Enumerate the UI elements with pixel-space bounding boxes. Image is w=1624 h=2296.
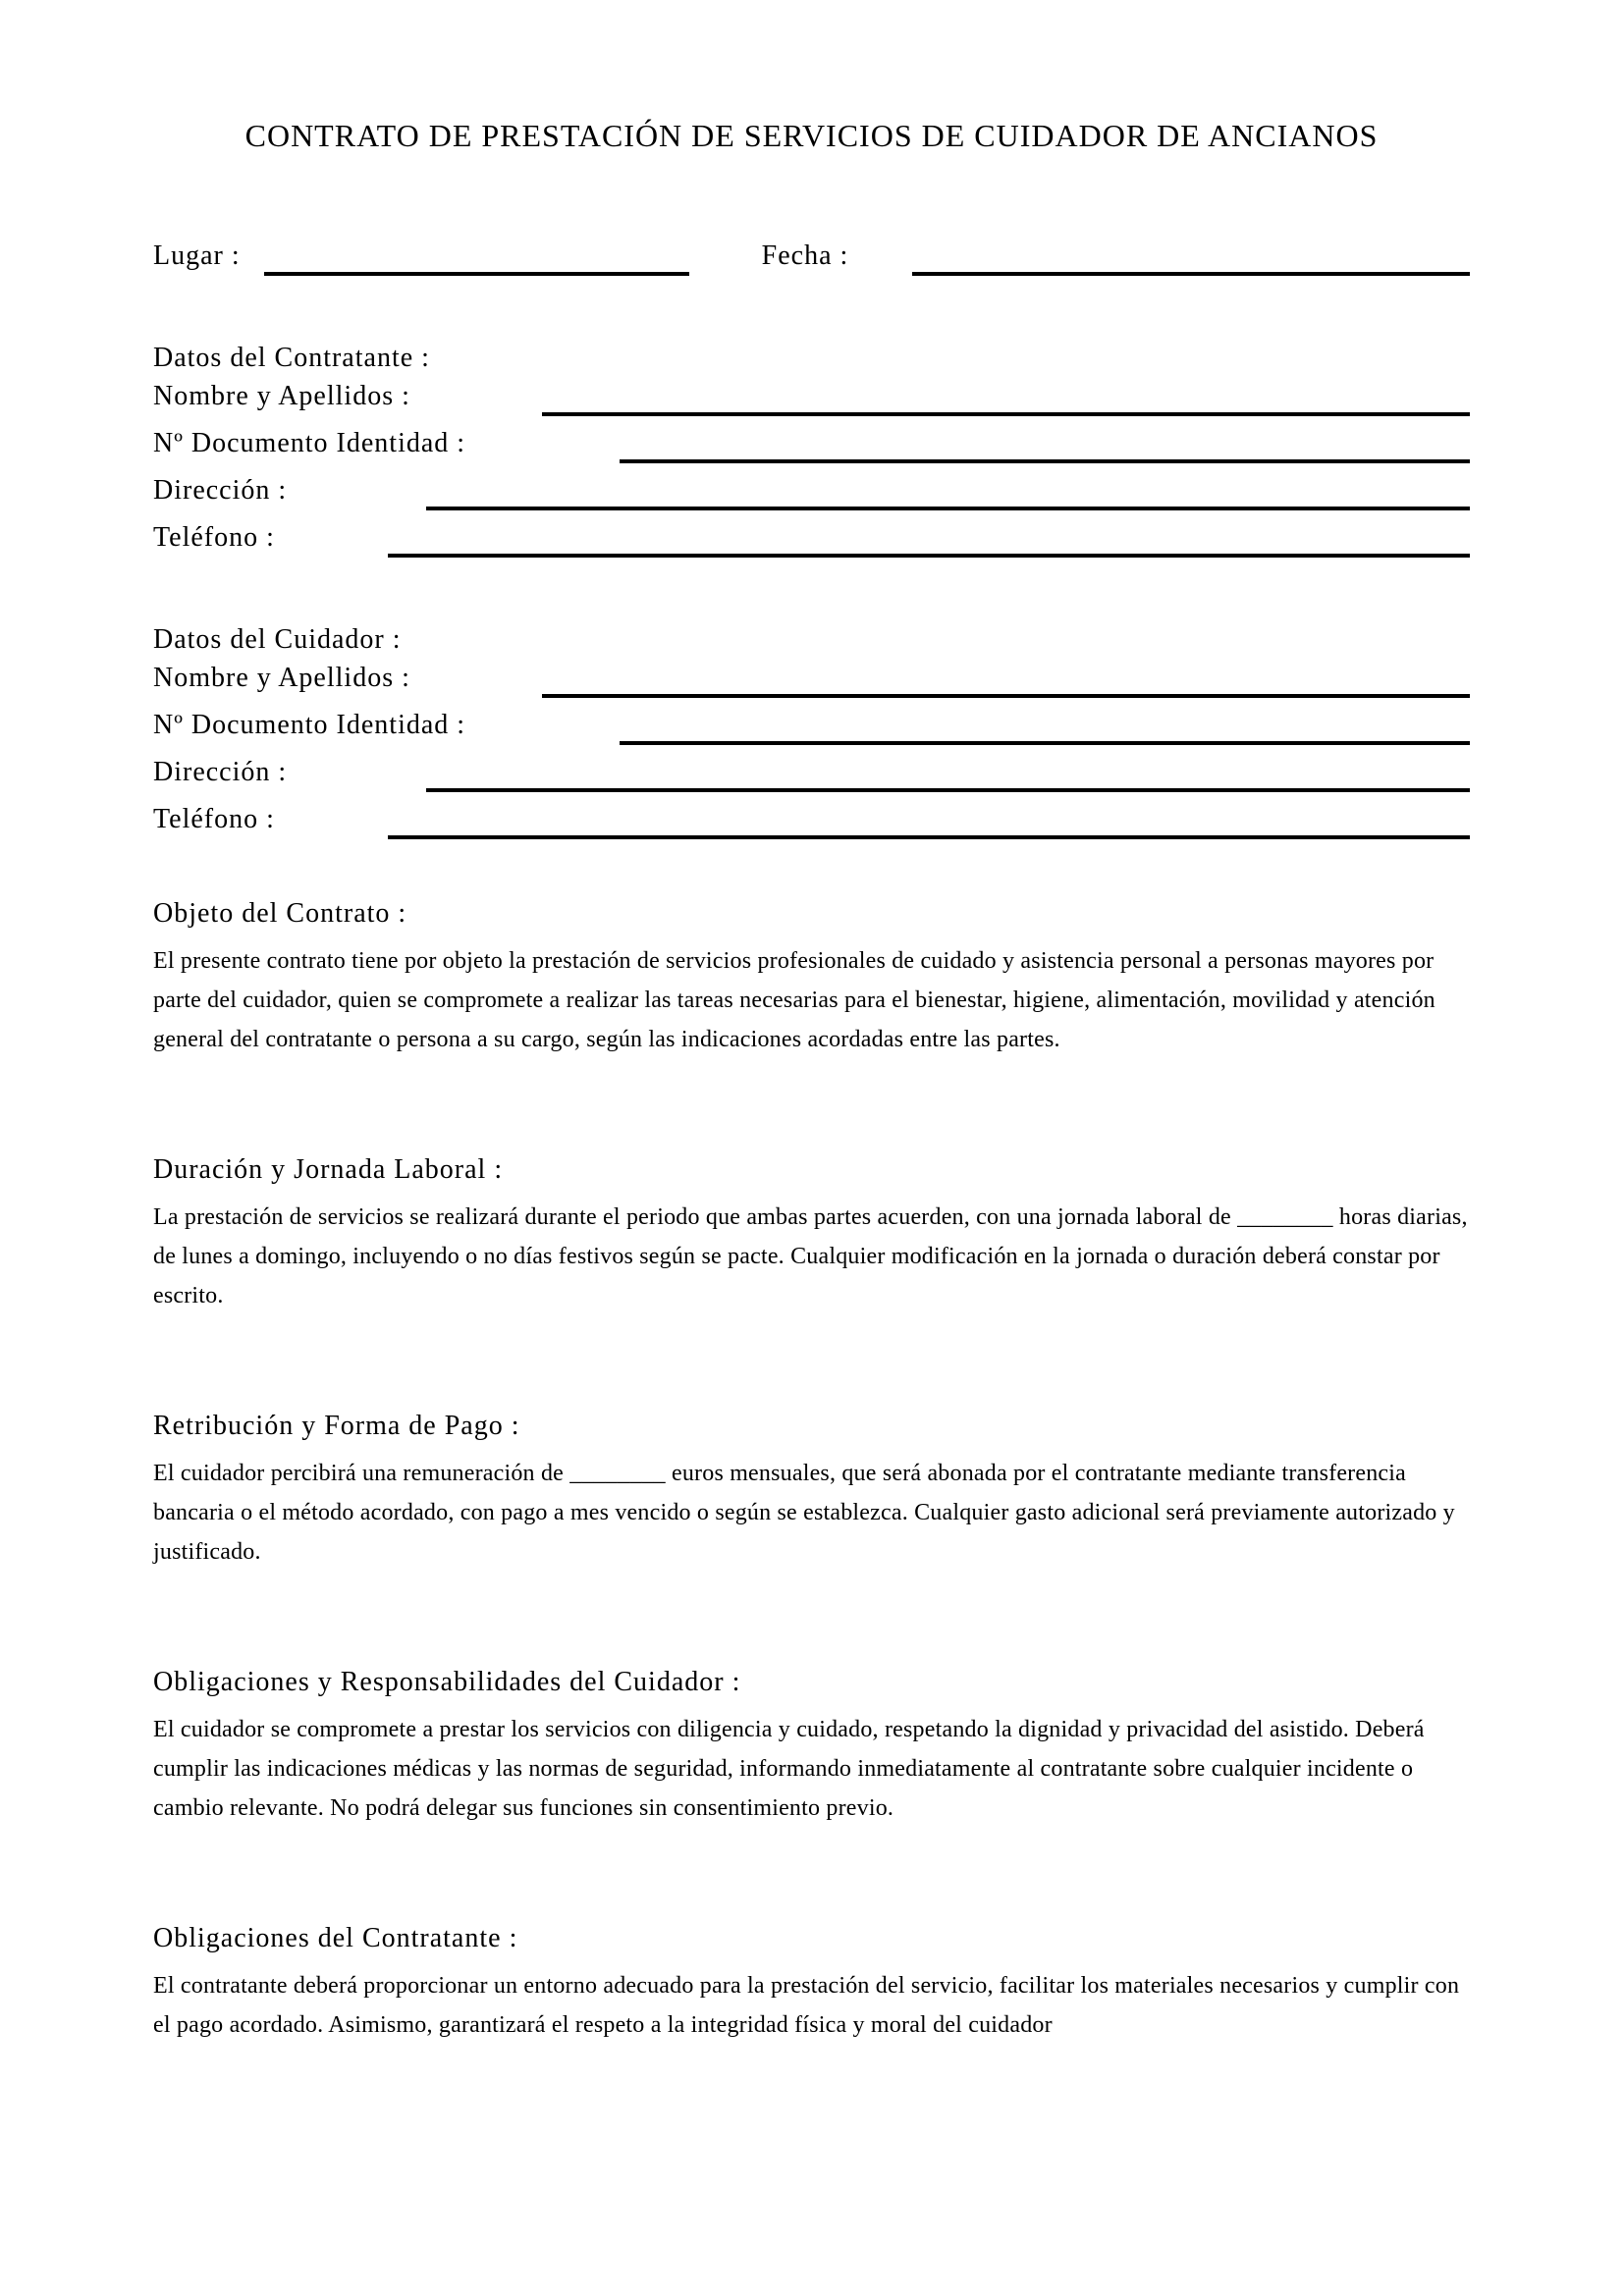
cuidador-documento-label: Nº Documento Identidad : [153,710,466,740]
contratante-heading: Datos del Contratante : [153,343,430,373]
obligaciones-contratante-section [153,1921,1470,2045]
obligaciones-contratante-paragraph: El contratante deberá proporcionar un entorno adecuado para la prestación del servicio, facilitar los materiales necesarios y cumplir con el pago acordado. Asimismo, garantizará el respeto a la integridad física y moral del cuidador [153,1973,1460,2038]
lugar-label: Lugar : [153,240,241,271]
cuidador-telefono-label: Teléfono : [153,804,275,834]
fecha-fill-line[interactable] [912,239,1470,276]
lugar-fill-line[interactable] [264,239,689,276]
contratante-documento-row [153,426,1470,473]
cuidador-telefono-row [153,802,1470,849]
contratante-direccion-label: Dirección : [153,475,288,506]
lugar-fecha-row [153,239,1470,276]
obligaciones-cuidador-heading: Obligaciones y Responsabilidades del Cuidador : [153,1667,741,1697]
contratante-nombre-fill-line[interactable] [542,379,1470,416]
document-title: CONTRATO DE PRESTACIÓN DE SERVICIOS DE CUIDADOR DE ANCIANOS [244,118,1379,153]
retribucion-paragraph: El cuidador percibirá una remuneración de ________ euros mensuales, que será abonada por el contratante mediante transferencia bancaria o el método acordado, con pago a mes vencido o según se establezca. Cualquier gasto adicional será previamente autorizado y justificado. [153,1461,1455,1565]
obligaciones-cuidador-section [153,1665,1470,1828]
contratante-direccion-fill-line[interactable] [426,473,1470,510]
objeto-section [153,896,1470,1059]
objeto-heading: Objeto del Contrato : [153,898,407,929]
contratante-telefono-label: Teléfono : [153,522,275,553]
retribucion-heading: Retribución y Forma de Pago : [153,1411,520,1441]
contratante-nombre-row [153,379,1470,426]
retribucion-section [153,1409,1470,1572]
contratante-section [153,341,1470,567]
duracion-heading: Duración y Jornada Laboral : [153,1154,504,1185]
cuidador-direccion-row [153,755,1470,802]
cuidador-documento-row [153,708,1470,755]
duracion-section [153,1152,1470,1315]
cuidador-nombre-label: Nombre y Apellidos : [153,663,410,693]
objeto-paragraph: El presente contrato tiene por objeto la prestación de servicios profesionales de cuidado y asistencia personal a personas mayores por parte del cuidador, quien se compromete a realizar las tareas necesarias para el bienestar, higiene, alimentación, movilidad y atención general del contratante o persona a su cargo, según las indicaciones acordadas entre las partes. [153,948,1435,1052]
obligaciones-contratante-heading: Obligaciones del Contratante : [153,1923,518,1953]
contratante-nombre-label: Nombre y Apellidos : [153,381,410,411]
cuidador-section [153,622,1470,849]
cuidador-nombre-fill-line[interactable] [542,661,1470,698]
cuidador-telefono-fill-line[interactable] [388,802,1470,839]
contratante-documento-label: Nº Documento Identidad : [153,428,466,458]
contratante-documento-fill-line[interactable] [620,426,1470,463]
duracion-paragraph: La prestación de servicios se realizará durante el periodo que ambas partes acuerden, con una jornada laboral de ________ horas diarias, de lunes a domingo, incluyendo o no días festivos según se pacte. Cualquier modificación en la jornada o duración deberá constar por escrito. [153,1204,1468,1308]
cuidador-direccion-label: Dirección : [153,757,288,787]
contratante-telefono-fill-line[interactable] [388,520,1470,558]
fecha-label: Fecha : [761,240,849,271]
cuidador-documento-fill-line[interactable] [620,708,1470,745]
obligaciones-cuidador-paragraph: El cuidador se compromete a prestar los servicios con diligencia y cuidado, respetando la dignidad y privacidad del asistido. Deberá cumplir las indicaciones médicas y las normas de seguridad, informando inmediatamente al contratante sobre cualquier incidente o cambio relevante. No podrá delegar sus funciones sin consentimiento previo. [153,1717,1425,1821]
cuidador-direccion-fill-line[interactable] [426,755,1470,792]
contratante-direccion-row [153,473,1470,520]
contratante-telefono-row [153,520,1470,567]
cuidador-heading: Datos del Cuidador : [153,624,402,655]
cuidador-nombre-row [153,661,1470,708]
